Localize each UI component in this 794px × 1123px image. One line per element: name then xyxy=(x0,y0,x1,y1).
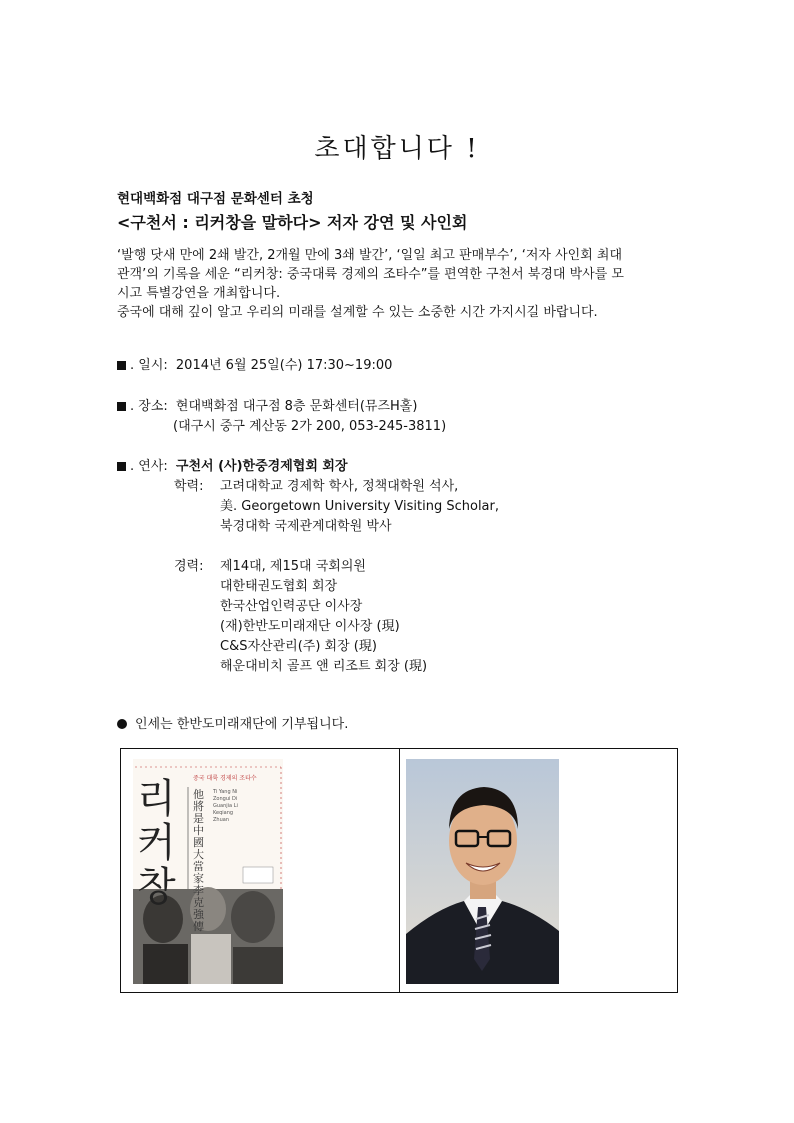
schedule-row xyxy=(117,354,392,373)
book-cover-top-text: 중국 대륙 경제의 조타수 xyxy=(193,775,257,782)
square-bullet-icon xyxy=(117,402,126,411)
intro-line: ‘발행 닷새 만에 2쇄 발간, 2개월 만에 3쇄 발간’, ‘일일 최고 판매부수’, ‘저자 사인회 최대 xyxy=(117,248,623,263)
career-item: 제14대, 제15대 국회의원 xyxy=(220,559,366,574)
event-title: <구천서 : 리커창을 말하다> 저자 강연 및 사인회 xyxy=(117,213,468,232)
circle-bullet-icon xyxy=(117,719,127,729)
education-label: 학력: xyxy=(174,479,204,494)
book-cover-image xyxy=(133,759,283,984)
career-item: 대한태권도협회 회장 xyxy=(220,579,338,594)
royalty-note xyxy=(117,713,348,732)
career-item: 해운대비치 골프 앤 리조트 회장 (現) xyxy=(220,659,428,674)
education-item: 북경대학 국제관계대학원 박사 xyxy=(220,519,392,534)
book-cover-title: 리커창 xyxy=(137,776,176,910)
intro-paragraph xyxy=(117,246,682,322)
speaker-name: 구천서 (사)한중경제협회 회장 xyxy=(175,459,348,474)
square-bullet-icon xyxy=(117,462,126,471)
intro-line: 중국에 대해 깊이 알고 우리의 미래를 설계할 수 있는 소중한 시간 가지시길 바랍니다. xyxy=(117,305,598,320)
venue-row xyxy=(117,395,417,414)
career-item: C&S자산관리(주) 회장 (現) xyxy=(220,639,377,654)
venue-address: (대구시 중구 계산동 2가 200, 053-245-3811) xyxy=(173,419,447,434)
career-item: (재)한반도미래재단 이사장 (現) xyxy=(220,619,400,634)
speaker-row xyxy=(117,455,348,474)
book-cover-sub-text: Ti Yang Ni Zongui Di Guanjia Li Keqiang Zhuan xyxy=(213,789,238,823)
portrait-illustration xyxy=(406,759,559,984)
schedule-label: . 일시: xyxy=(130,358,168,373)
speaker-label: . 연사: xyxy=(130,459,168,474)
schedule-value: 2014년 6월 25일(수) 17:30~19:00 xyxy=(175,358,393,373)
square-bullet-icon xyxy=(117,361,126,370)
speaker-portrait-image xyxy=(406,759,559,984)
table-divider xyxy=(399,749,400,992)
page-title: 초대합니다 ! xyxy=(314,134,480,164)
organizer-line: 현대백화점 대구점 문화센터 초청 xyxy=(117,191,314,207)
note-text: 인세는 한반도미래재단에 기부됩니다. xyxy=(135,717,349,732)
image-table xyxy=(120,748,678,993)
career-item: 한국산업인력공단 이사장 xyxy=(220,599,363,614)
book-cover-chinese-text: 他將是中國大當家 李克強傳 xyxy=(193,788,204,933)
career-label: 경력: xyxy=(174,559,204,574)
venue-label: . 장소: xyxy=(130,399,168,414)
education-item: 美. Georgetown University Visiting Scholar, xyxy=(220,499,500,514)
intro-line: 관객’의 기록을 세운 “리커창: 중국대륙 경제의 조타수”를 편역한 구천서 북경대 박사를 모 xyxy=(117,267,624,282)
intro-line: 시고 특별강연을 개최합니다. xyxy=(117,286,281,301)
venue-value: 현대백화점 대구점 8층 문화센터(뮤즈H홀) xyxy=(175,399,418,414)
education-item: 고려대학교 경제학 학사, 정책대학원 석사, xyxy=(220,479,459,494)
